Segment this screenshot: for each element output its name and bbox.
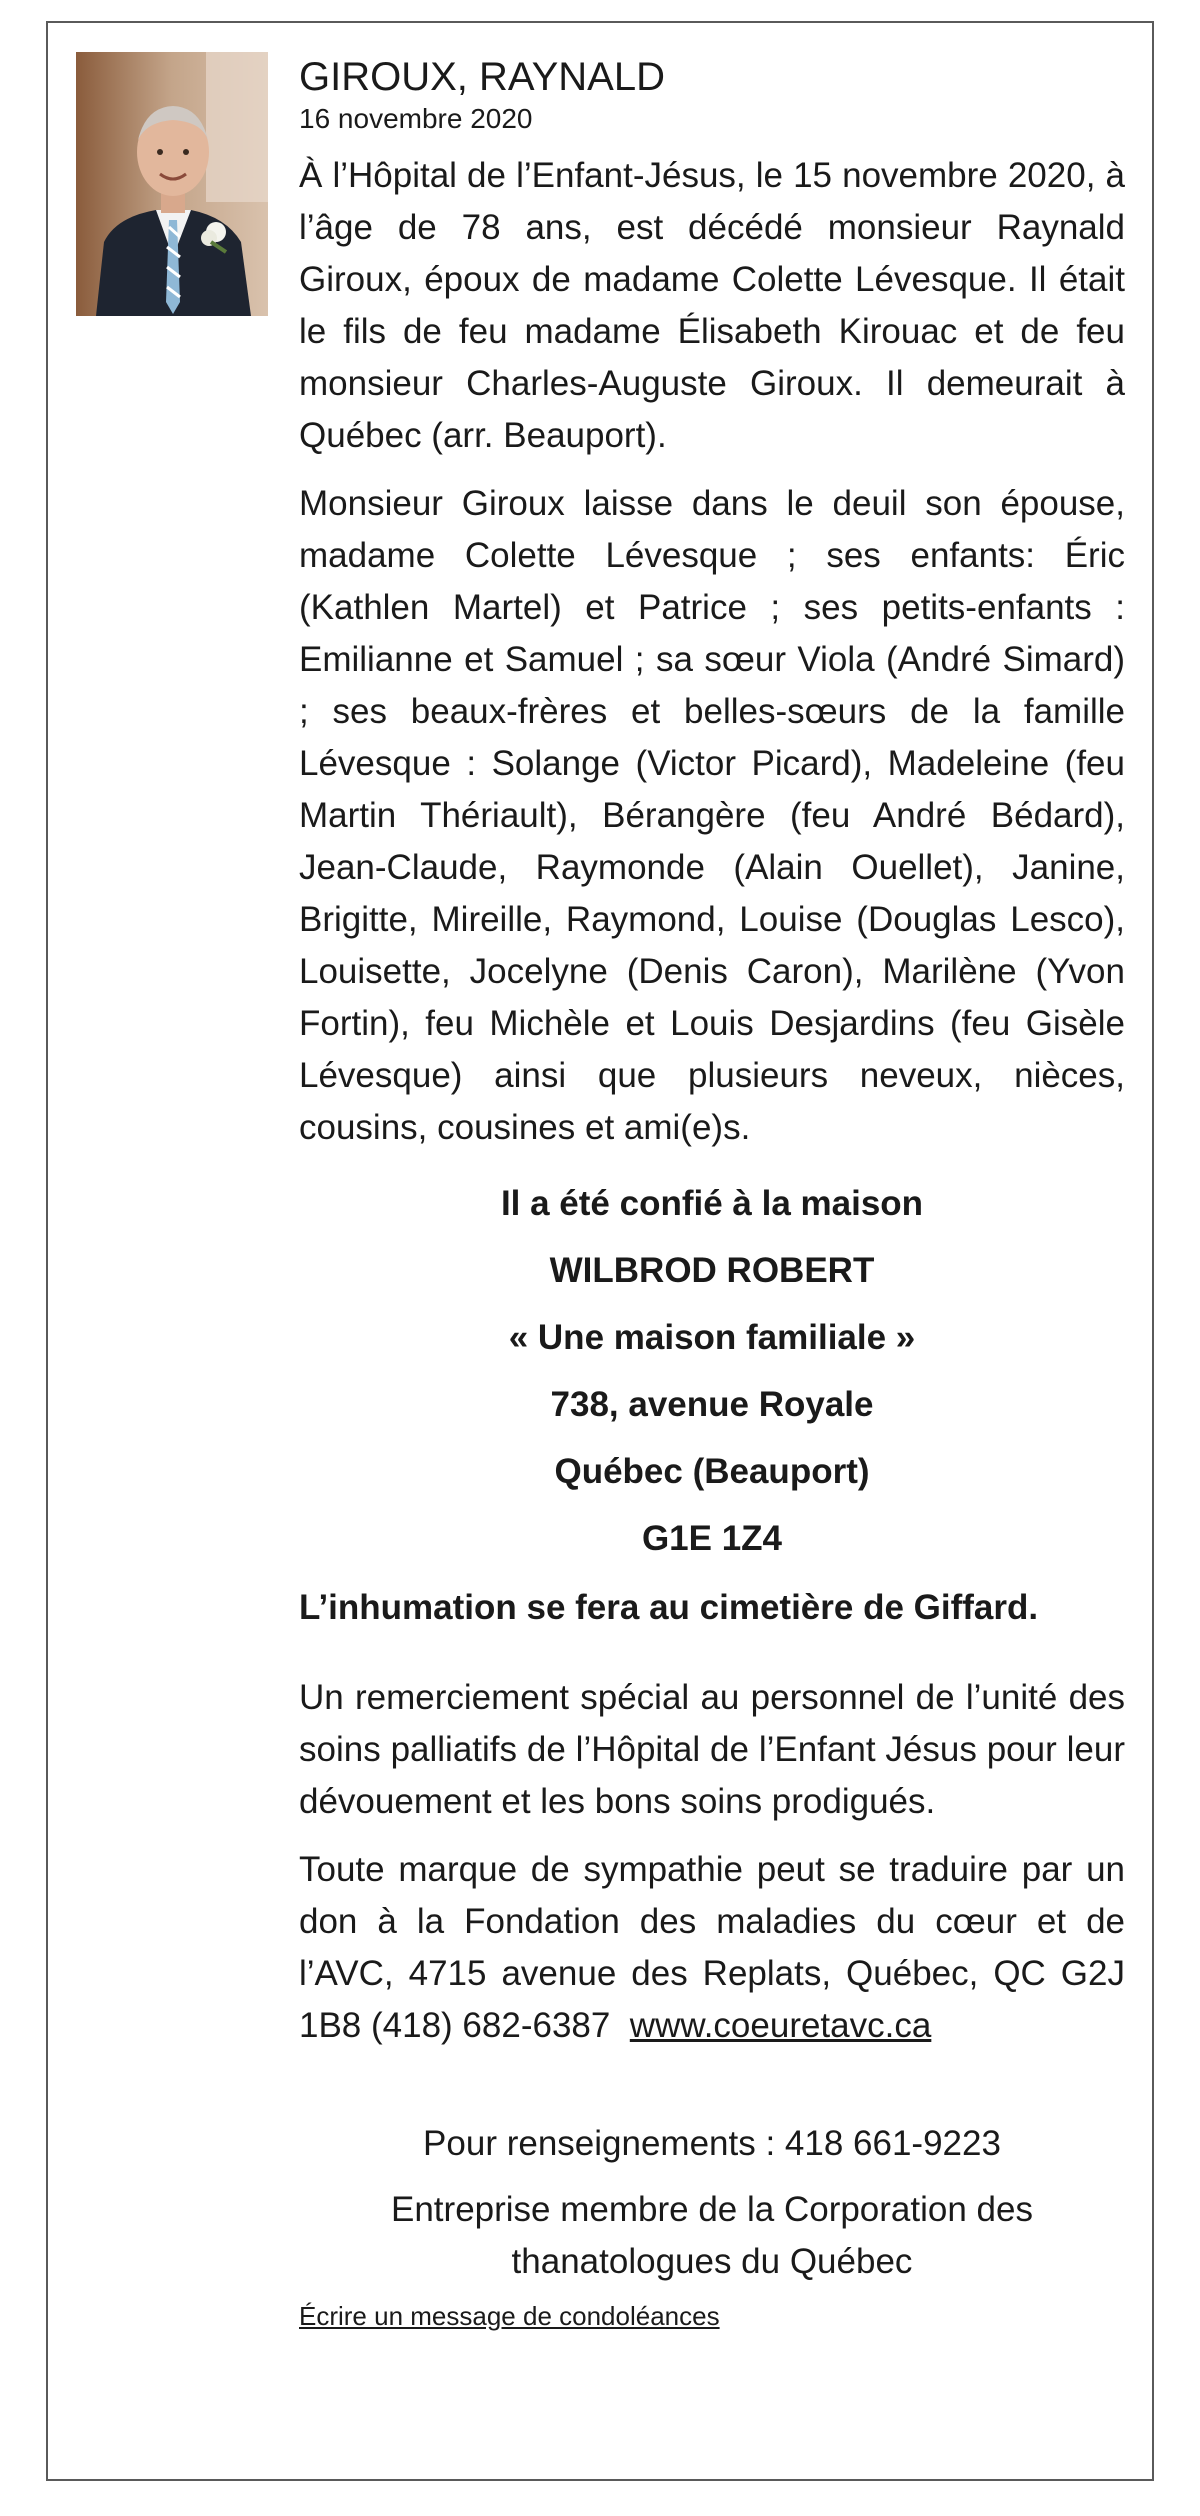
- membership-line-2: thanatologues du Québec: [511, 2242, 913, 2281]
- donation-website-link[interactable]: www.coeuretavc.ca: [629, 2006, 932, 2045]
- survivors-paragraph: Monsieur Giroux laisse dans le deuil son épouse, madame Colette Lévesque ; ses enfants: Éric (Kathlen Martel) et Patrice ; ses petits-enfants : Emilianne et Samuel ; sa sœur Viola (André Simard) ; ses beaux-frères et belles-sœurs de la famille Lévesque : Solange (Victor Picard), Madeleine (feu Martin Thériault), Bérangère (feu André Bédard), Jean-Claude, Raymonde (Alain Ouellet), Janine, Brigitte, Mireille, Raymond, Louise (Douglas Lesco), Louisette, Jocelyne (Denis Caron), Marilène (Yvon Fortin), feu Michèle et Louis Desjardins (feu Gisèle Lévesque) ainsi que plusieurs neveux, nièces, cousins, cousines et ami(e)s.: [299, 484, 1125, 1147]
- inhumation-notice: L’inhumation se fera au cimetière de Giffard.: [299, 1588, 1039, 1627]
- funeral-home-block: [299, 1170, 1125, 1572]
- membership-line-1: Entreprise membre de la Corporation des: [391, 2190, 1033, 2229]
- thanks-paragraph: Un remerciement spécial au personnel de l’unité des soins palliatifs de l’Hôpital de l’Enfant Jésus pour leur dévouement et les bons soins prodigués.: [299, 1678, 1125, 1821]
- write-condolences-link[interactable]: Écrire un message de condoléances: [299, 2301, 720, 2331]
- death-announcement-paragraph: À l’Hôpital de l’Enfant-Jésus, le 15 novembre 2020, à l’âge de 78 ans, est décédé monsieur Raynald Giroux, époux de madame Colette Lévesque. Il était le fils de feu madame Élisabeth Kirouac et de feu monsieur Charles-Auguste Giroux. Il demeurait à Québec (arr. Beauport).: [299, 156, 1125, 455]
- funeral-home-city: Québec (Beauport): [554, 1452, 870, 1491]
- donation-paragraph: [299, 1844, 1125, 2052]
- donation-text: Toute marque de sympathie peut se traduire par un don à la Fondation des maladies du cœur et de l’AVC, 4715 avenue des Replats, Québec, QC G2J 1B8 (418) 682-6387: [299, 1850, 1125, 2045]
- publication-date: 16 novembre 2020: [299, 103, 533, 134]
- funeral-home-street: 738, avenue Royale: [550, 1385, 874, 1424]
- information-phone: Pour renseignements : 418 661-9223: [423, 2124, 1001, 2163]
- deceased-name: GIROUX, RAYNALD: [299, 55, 665, 99]
- funeral-home-tagline: « Une maison familiale »: [508, 1318, 916, 1357]
- funeral-home-name: WILBROD ROBERT: [549, 1251, 875, 1290]
- obituary-content: [299, 52, 1125, 2332]
- funeral-home-intro: Il a été confié à la maison: [500, 1184, 924, 1223]
- portrait-photo: [76, 52, 268, 316]
- information-block: [299, 2118, 1125, 2288]
- funeral-home-postal-code: G1E 1Z4: [641, 1519, 783, 1558]
